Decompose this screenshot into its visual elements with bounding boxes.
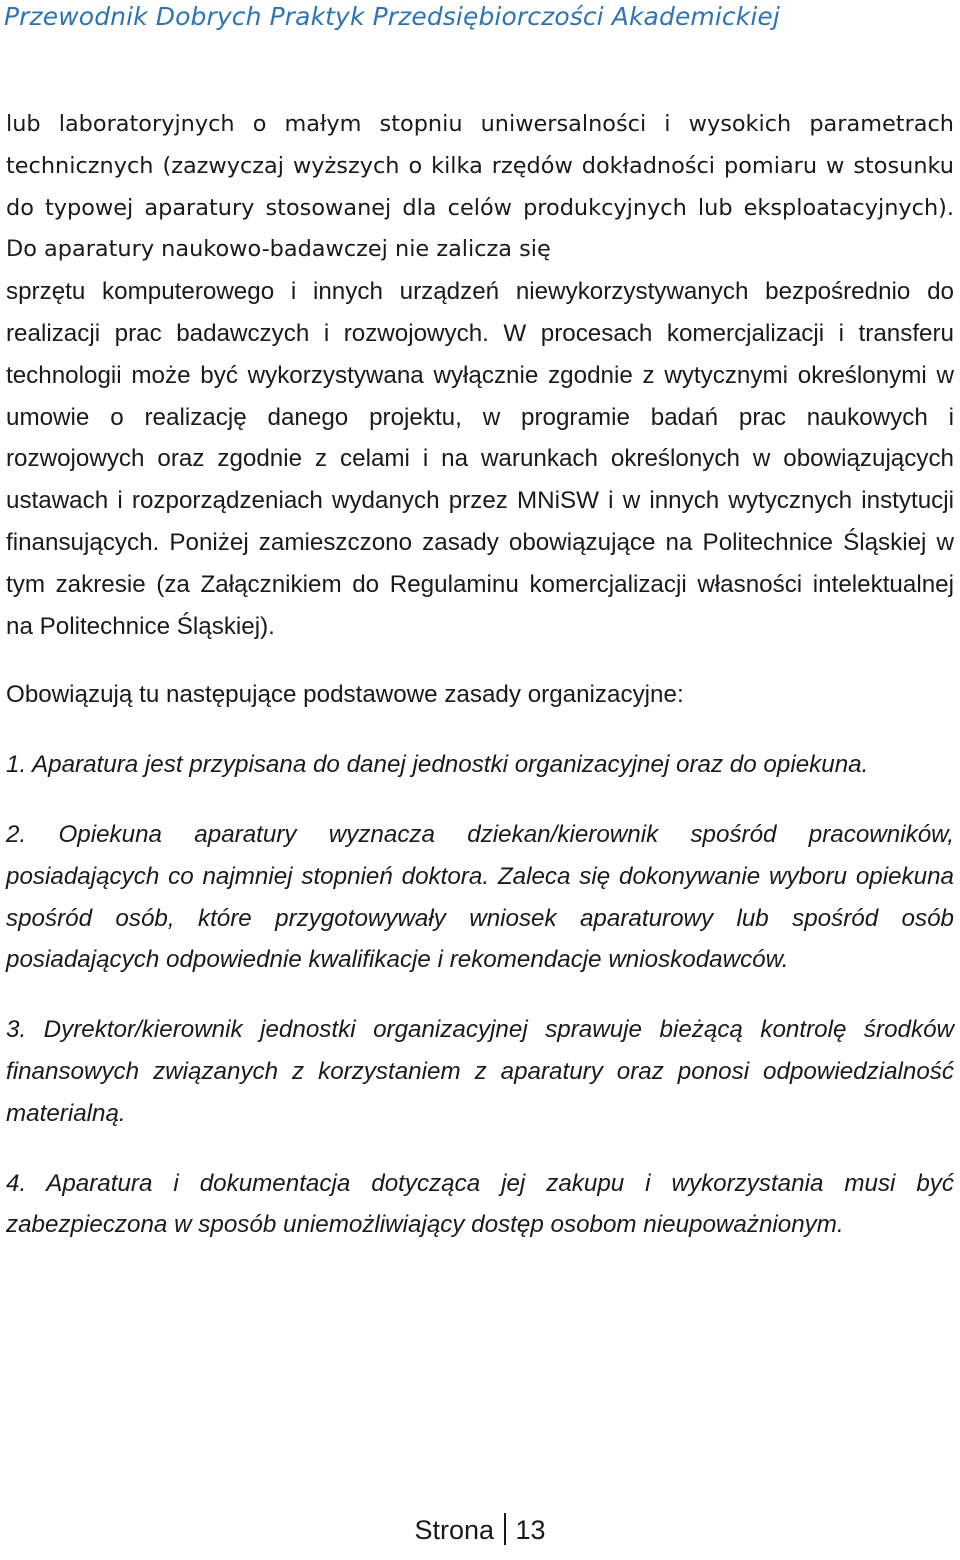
page-number: 13 [515,1515,546,1545]
rules-intro: Obowiązują tu następujące podstawowe zasady organizacyjne: [6,681,684,709]
body-paragraph-b: sprzętu komputerowego i innych urządzeń niewykorzystywanych bezpośrednio do realizacji prac badawczych i rozwojowych. W procesach komercjalizacji i transferu technologii może być wykorzystywana wyłącznie zgodnie z wytycznymi określonymi w umowie o realizację danego projektu, w programie badań prac naukowych i rozwojowych oraz zgodnie z celami i na warunkach określonych w obowiązujących ustawach i rozporządzeniach wydanych przez MNiSW i w innych wytycznych instytucji finansujących. Poniżej zamieszczono zasady obowiązujące na Politechnice Śląskiej w tym zakresie (za Załącznikiem do Regulaminu komercjalizacji własności intelektualnej na Politechnice Śląskiej). [6,278,954,640]
rule-item-4: 4. Aparatura i dokumentacja dotycząca jej zakupu i wykorzystania musi być zabezpieczona w sposób uniemożliwiający dostęp osobom nieupoważnionym. [6,1169,954,1239]
rule-item-2: 2. Opiekuna aparatury wyznacza dziekan/kierownik spośród pracowników, posiadających co najmniej stopnień doktora. Zaleca się dokonywanie wyboru opiekuna spośród osób, które przygotowywały wniosek aparaturowy lub spośród osób posiadających odpowiednie kwalifikacje i rekomendacje wnioskodawców. [6,820,954,974]
body-paragraph-a: lub laboratoryjnych o małym stopniu uniwersalności i wysokich parametrach technicznych (zazwyczaj wyższych o kilka rzędów dokładności pomiaru w stosunku do typowej aparatury stosowanej dla celów produkcyjnych lub eksploatacyjnych). Do aparatury naukowo-badawczej nie zalicza się [6,111,954,263]
rule-item-3: 3. Dyrektor/kierownik jednostki organizacyjnej sprawuje bieżącą kontrolę środków finansowych związanych z korzystaniem z aparatury oraz ponosi odpowiedzialność materialną. [6,1016,954,1127]
rule-item-1: 1. Aparatura jest przypisana do danej jednostki organizacyjnej oraz do opiekuna. [6,751,869,779]
page-header-title: Przewodnik Dobrych Praktyk Przedsiębiorczości Akademickiej [4,2,780,31]
page-footer [0,1513,960,1546]
page-label: Strona [414,1515,494,1545]
page-separator [504,1513,506,1545]
document-body [6,104,954,1246]
